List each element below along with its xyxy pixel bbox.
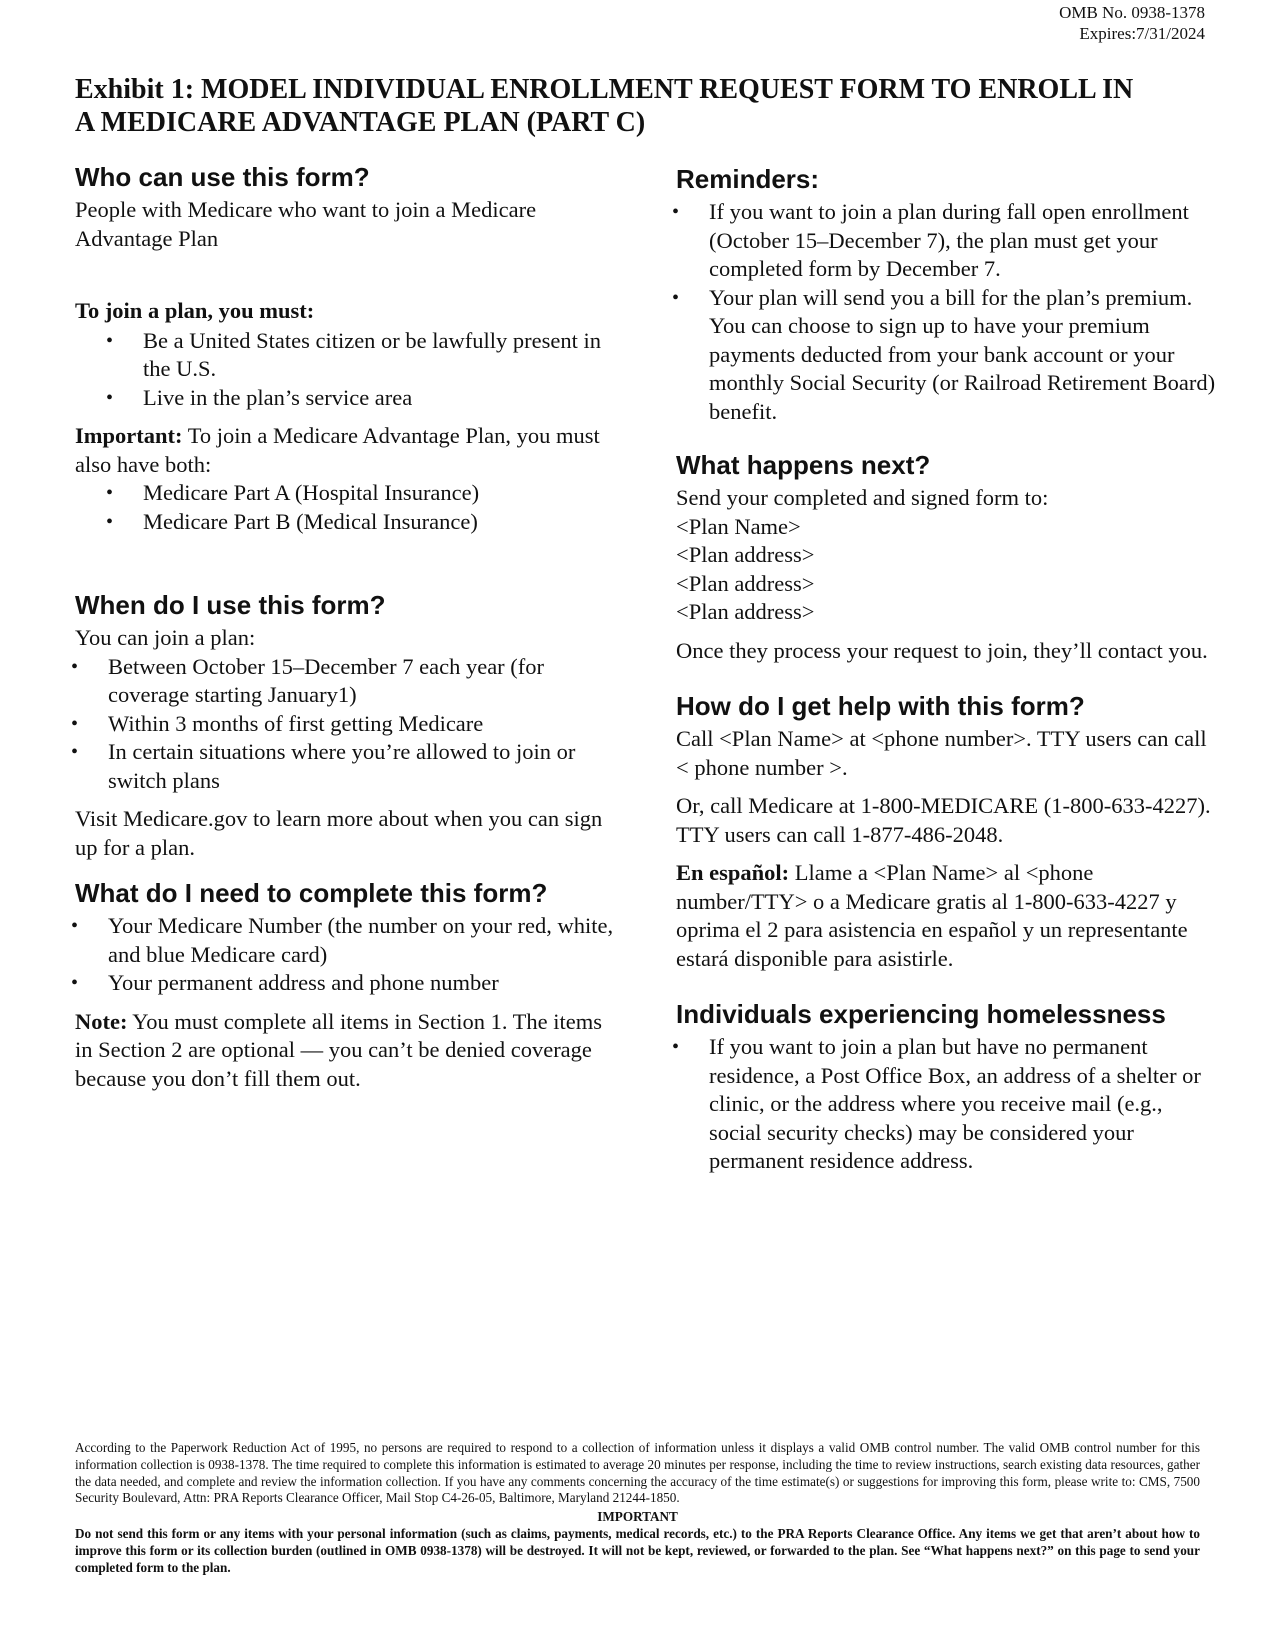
join-heading: To join a plan, you must: [75,298,315,323]
important-notice: Do not send this form or any items with your personal information (such as claims, payments, medical records, etc.) to the PRA Reports Clearance Office. Any items we get that aren’t about how to improve this form or its collection burden (outlined in OMB 0938-1378) will be destroyed. It will not be kept, reviewed, or forwarded to the plan. See “What happens next?” on this page to send your completed form to the plan. [75,1525,1200,1575]
next-heading: What happens next? [676,450,931,480]
note-text: You must complete all items in Section 1. The items in Section 2 are optional — you can’t be denied coverage because you don’t fill them out. [75,1008,603,1091]
left-column [75,160,615,1093]
page-title [75,73,1205,139]
need-list [108,912,615,998]
homeless-list [709,1033,1216,1176]
omb-info [1059,2,1205,44]
contact-text: Once they process your request to join, they’ll contact you. [676,637,1208,663]
list-item: • Your plan will send you a bill for the plan’s premium. You can choose to sign up to have your premium payments deducted from your bank account or your monthly Social Security (or Railroad Retirement Board) benefit. [709,284,1216,427]
list-item: • Within 3 months of first getting Medicare [108,710,615,739]
plan-address-2: <Plan address> [676,570,815,596]
spanish-text: Llame a <Plan Name> al <phone number/TTY> o a Medicare gratis al 1-800-633-4227 y oprima el 2 para asistencia en español y un representante estará disponible para asistirle. [676,860,1188,971]
when-heading: When do I use this form? [75,590,386,620]
reminders-list [709,198,1216,426]
when-list [108,653,615,796]
list-item: • Your permanent address and phone number [108,969,615,998]
plan-address-3: <Plan address> [676,599,815,624]
note-paragraph [75,1008,615,1094]
visit-text: Visit Medicare.gov to learn more about when you can sign up for a plan. [75,806,603,860]
who-heading: Who can use this form? [75,162,370,192]
send-text: Send your completed and signed form to: [676,485,1049,510]
title-line-1: Exhibit 1: MODEL INDIVIDUAL ENROLLMENT REQUEST FORM TO ENROLL IN [75,74,1134,105]
list-item: • If you want to join a plan during fall open enrollment (October 15–December 7), the plan must get your completed form by December 7. [709,198,1216,284]
need-heading: What do I need to complete this form? [75,878,548,908]
important-paragraph [75,422,615,479]
pra-statement: According to the Paperwork Reduction Act of 1995, no persons are required to respond to a collection of information unless it displays a valid OMB control number. The valid OMB control number for this information collection is 0938-1378. The time required to complete this information is estimated to average 20 minutes per response, including the time to review instructions, search existing data resources, gather the data needed, and complete and review the information collection. If you have any comments concerning the accuracy of the time estimate(s) or suggestions for improving this form, please write to: CMS, 7500 Security Boulevard, Attn: PRA Reports Clearance Officer, Mail Stop C4-26-05, Baltimore, Maryland 21244-1850. [75,1440,1200,1506]
important-list [143,479,615,536]
list-item: • Medicare Part A (Hospital Insurance) [143,479,615,508]
list-item: • If you want to join a plan but have no permanent residence, a Post Office Box, an address of a shelter or clinic, or the address where you receive mail (e.g., social security checks) may be considered your permanent residence address. [709,1033,1216,1176]
list-item: • In certain situations where you’re allowed to join or switch plans [108,738,615,795]
who-text: People with Medicare who want to join a Medicare Advantage Plan [75,197,537,251]
list-item: • Between October 15–December 7 each year (for coverage starting January1) [108,653,615,710]
omb-expiration: Expires:7/31/2024 [1079,24,1205,43]
footer [75,1440,1200,1576]
right-column [676,162,1216,1176]
reminders-heading: Reminders: [676,164,820,194]
plan-name: <Plan Name> [676,513,801,539]
omb-number: OMB No. 0938-1378 [1059,3,1205,22]
spanish-label: En español: [676,860,790,885]
title-line-2: A MEDICARE ADVANTAGE PLAN (PART C) [75,107,646,138]
join-list [143,327,615,413]
when-intro: You can join a plan: [75,625,256,650]
list-item: • Live in the plan’s service area [143,384,615,413]
important-heading: IMPORTANT [597,1509,678,1525]
important-label: Important: [75,423,183,448]
list-item: • Medicare Part B (Medical Insurance) [143,508,615,537]
homeless-heading: Individuals experiencing homelessness [676,999,1166,1029]
list-item: • Your Medicare Number (the number on your red, white, and blue Medicare card) [108,912,615,969]
help-heading: How do I get help with this form? [676,691,1085,721]
call-medicare-text: Or, call Medicare at 1-800-MEDICARE (1-800-633-4227). TTY users can call 1-877-486-2048. [676,793,1211,847]
spanish-paragraph [676,859,1216,973]
plan-address-1: <Plan address> [676,542,815,567]
note-label: Note: [75,1008,128,1034]
call-plan-text: Call <Plan Name> at <phone number>. TTY users can call < phone number >. [676,726,1207,780]
list-item: • Be a United States citizen or be lawfully present in the U.S. [143,327,615,384]
important-text: To join a Medicare Advantage Plan, you must also have both: [75,423,600,477]
